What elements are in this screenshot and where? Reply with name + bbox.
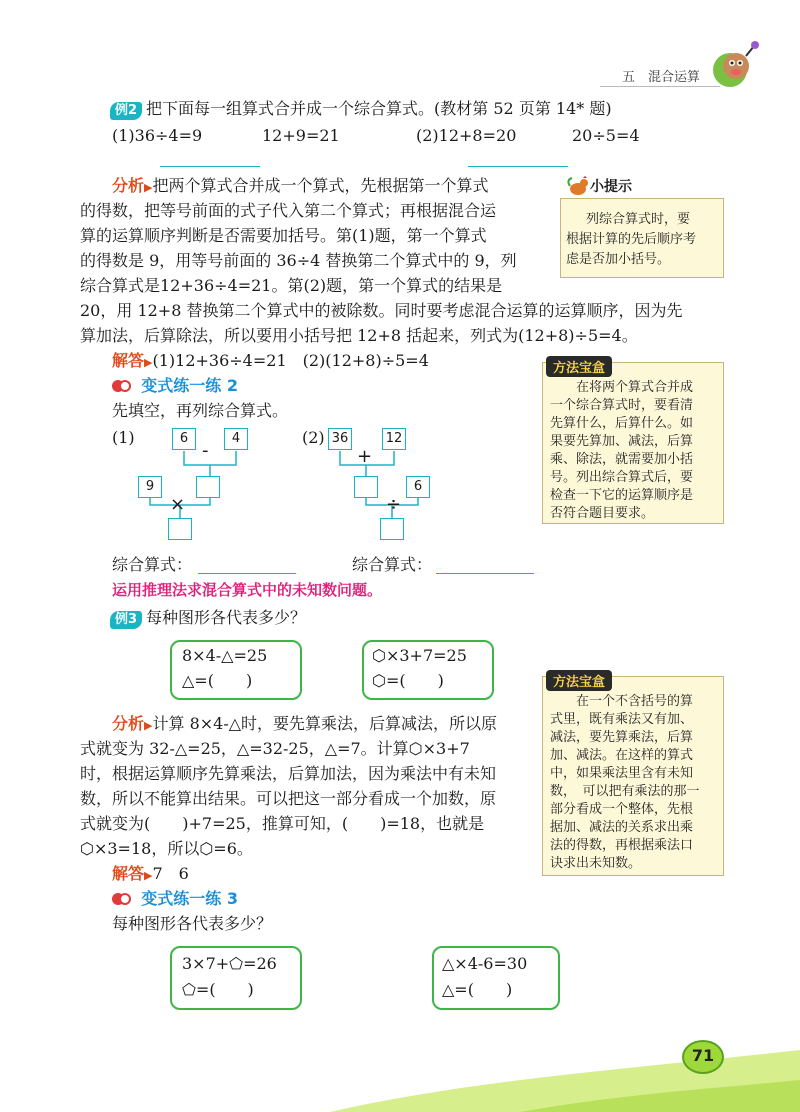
answer-label: 解答: [112, 351, 145, 370]
method-box-1-title: 方法宝盒: [546, 356, 612, 377]
practice-icon: [112, 380, 124, 392]
method-box-1-line: 检查一下它的运算顺序是: [550, 488, 694, 503]
method-box-1-line: 果要先算加、减法，后算: [550, 434, 694, 449]
q2-top-right-box: 12: [382, 428, 406, 450]
example2-problem-4: 20÷5=4: [572, 126, 640, 145]
method-box-2-line: 诀求出未知数。: [550, 856, 642, 871]
answer-line-2[interactable]: [468, 166, 568, 167]
method-box-2-line: 部分看成一个整体，先根: [550, 802, 694, 817]
analysis-line-4: 综合算式是12+36÷4=21。第(2)题，第一个算式的结果是: [80, 276, 503, 295]
chapter-number: 五: [622, 70, 636, 85]
method-box-2-line: 据加、减法的关系求出乘: [550, 820, 694, 835]
practice2-instruction: 先填空，再列综合算式。: [112, 401, 289, 420]
method-box-2-line: 中，如果乘法里含有未知: [550, 766, 694, 781]
equation-blank[interactable]: ⬡=( ): [372, 671, 444, 690]
example3-answer: 解答▶7 6: [112, 864, 189, 883]
method-box-2-line: 加、减法。在这样的算式: [550, 748, 694, 763]
arrow-icon: ▶: [144, 181, 153, 194]
practice3-instruction: 每种图形各代表多少？: [112, 914, 273, 933]
example3-analysis-line: 时，根据运算顺序先算乘法，后算加法，因为乘法中有未知: [80, 764, 497, 783]
answer-line-1[interactable]: [160, 166, 260, 167]
analysis-line-2: 算的运算顺序判断是否需要加括号。第(1)题，第一个算式: [80, 226, 487, 245]
example3-analysis-line: 数，所以不能算出结果。可以把这一部分看成一个加数，原: [80, 789, 497, 808]
q2-op1: +: [357, 446, 373, 467]
example2-heading: [110, 97, 612, 121]
q2-label: (2): [302, 428, 325, 447]
arrow-icon: ▶: [144, 869, 153, 882]
method-box-1-line: 在将两个算式合并成: [576, 380, 694, 395]
arrow-icon: ▶: [144, 356, 153, 369]
analysis-line-3: 的得数是 9，用等号前面的 36÷4 替换第二个算式中的 9，列: [80, 251, 517, 270]
method-box-2-line: 数， 可以把有乘法的那一: [550, 784, 700, 799]
q1-op2: ×: [170, 494, 186, 515]
analysis-line-5: 20，用 12+8 替换第二个算式中的被除数。同时要考虑混合运算的运算顺序，因为先: [80, 301, 683, 320]
mascot-icon: [712, 40, 762, 90]
q1-label: (1): [112, 428, 135, 447]
rooster-icon: [566, 176, 590, 198]
topic-heading: 运用推理法求混合算式中的未知数问题。: [112, 581, 383, 599]
equation: △×4-6=30: [442, 954, 528, 973]
example2-problem-1: (1)36÷4=9: [112, 126, 203, 145]
section-title: 混合运算: [648, 70, 701, 85]
q2-given-box: 6: [406, 476, 430, 498]
tip-small-line: 虑是否加小括号。: [566, 252, 671, 267]
analysis-label: 分析: [112, 176, 145, 195]
equation-blank[interactable]: △=( ): [442, 980, 513, 999]
example3-analysis-line: ⬡×3=18，所以⬡=6。: [80, 839, 253, 858]
method-box-2-title: 方法宝盒: [546, 670, 612, 691]
equation-blank[interactable]: ⬠=( ): [182, 980, 254, 999]
analysis-line-0: 分析▶把两个算式合并成一个算式，先根据第一个算式: [112, 176, 489, 195]
equation-blank[interactable]: △=( ): [182, 671, 253, 690]
practice2-title: 变式练一练 2: [141, 376, 238, 395]
method-box-1-line: 一个综合算式时，要看清: [550, 398, 694, 413]
example2-answer: 解答▶(1)12+36÷4=21 (2)(12+8)÷5=4: [112, 351, 429, 370]
q2-op2: ÷: [386, 494, 402, 515]
method-box-1-line: 先算什么，后算什么。如: [550, 416, 694, 431]
example2-problem-3: (2)12+8=20: [416, 126, 517, 145]
formula-answer-2[interactable]: [436, 573, 534, 574]
method-box-2-line: 减法，要先算乘法，后算: [550, 730, 694, 745]
method-box-2-line: 在一个不含括号的算: [576, 694, 694, 709]
example3-analysis-line: 式就变为 32-△=25，△=32-25，△=7。计算⬡×3+7: [80, 739, 470, 758]
q1-given-box: 9: [138, 476, 162, 498]
method-box-2-line: 式里，既有乘法又有加、: [550, 712, 694, 727]
q1-top-right-box: 4: [224, 428, 248, 450]
practice3-heading: [112, 887, 238, 911]
practice-icon: [112, 893, 124, 905]
q2-blank-box-1[interactable]: [354, 476, 378, 498]
example3-heading: [110, 606, 306, 630]
method-box-1-line: 号。列出综合算式后，要: [550, 470, 694, 485]
example3-prompt: 每种图形各代表多少？: [146, 608, 307, 627]
equation: ⬡×3+7=25: [372, 646, 467, 665]
method-box-1-line: 乘、除法，就需要加小括: [550, 452, 694, 467]
q1-op1: -: [202, 440, 209, 461]
page-number: 71: [691, 1046, 715, 1065]
arrow-icon: ▶: [144, 719, 153, 732]
method-box-2-line: 法的得数，再根据乘法口: [550, 838, 694, 853]
tip-small-line: 根据计算的先后顺序考: [566, 232, 697, 247]
analysis-line-1: 的得数，把等号前面的式子代入第二个算式；再根据混合运: [80, 201, 497, 220]
equation: 8×4-△=25: [182, 646, 268, 665]
q1-blank-box-1[interactable]: [196, 476, 220, 498]
practice3-title: 变式练一练 3: [141, 889, 238, 908]
q1-blank-box-2[interactable]: [168, 518, 192, 540]
header-rule: [600, 86, 720, 87]
analysis-line-6: 算加法，后算除法，所以要用小括号把 12+8 括起来，列式为(12+8)÷5=4。: [80, 326, 638, 345]
example3-analysis-line-0: 分析▶计算 8×4-△时，要先算乘法，后算减法，所以原: [112, 714, 498, 733]
analysis-label: 分析: [112, 714, 145, 733]
example2-prompt: 把下面每一组算式合并成一个综合算式。(教材第 52 页第 14* 题): [146, 99, 612, 118]
formula-label-1: 综合算式：: [112, 555, 193, 574]
equation: 3×7+⬠=26: [182, 954, 277, 973]
bottom-wave-decoration: [0, 1010, 800, 1112]
example2-tag: 例2: [110, 102, 142, 120]
q2-top-left-box: 36: [328, 428, 352, 450]
q1-top-left-box: 6: [172, 428, 196, 450]
formula-label-2: 综合算式：: [352, 555, 433, 574]
practice2-heading: [112, 374, 238, 398]
formula-answer-1[interactable]: [198, 573, 296, 574]
q2-blank-box-2[interactable]: [380, 518, 404, 540]
tip-small-title: 小提示: [590, 179, 632, 195]
method-box-1-line: 否符合题目要求。: [550, 506, 655, 521]
answer-label: 解答: [112, 864, 145, 883]
tip-small-line: 列综合算式时，要: [586, 212, 691, 227]
example2-problem-2: 12+9=21: [262, 126, 340, 145]
example3-tag: 例3: [110, 611, 142, 629]
example3-analysis-line: 式就变为( )+7=25，推算可知，( )=18，也就是: [80, 814, 485, 833]
